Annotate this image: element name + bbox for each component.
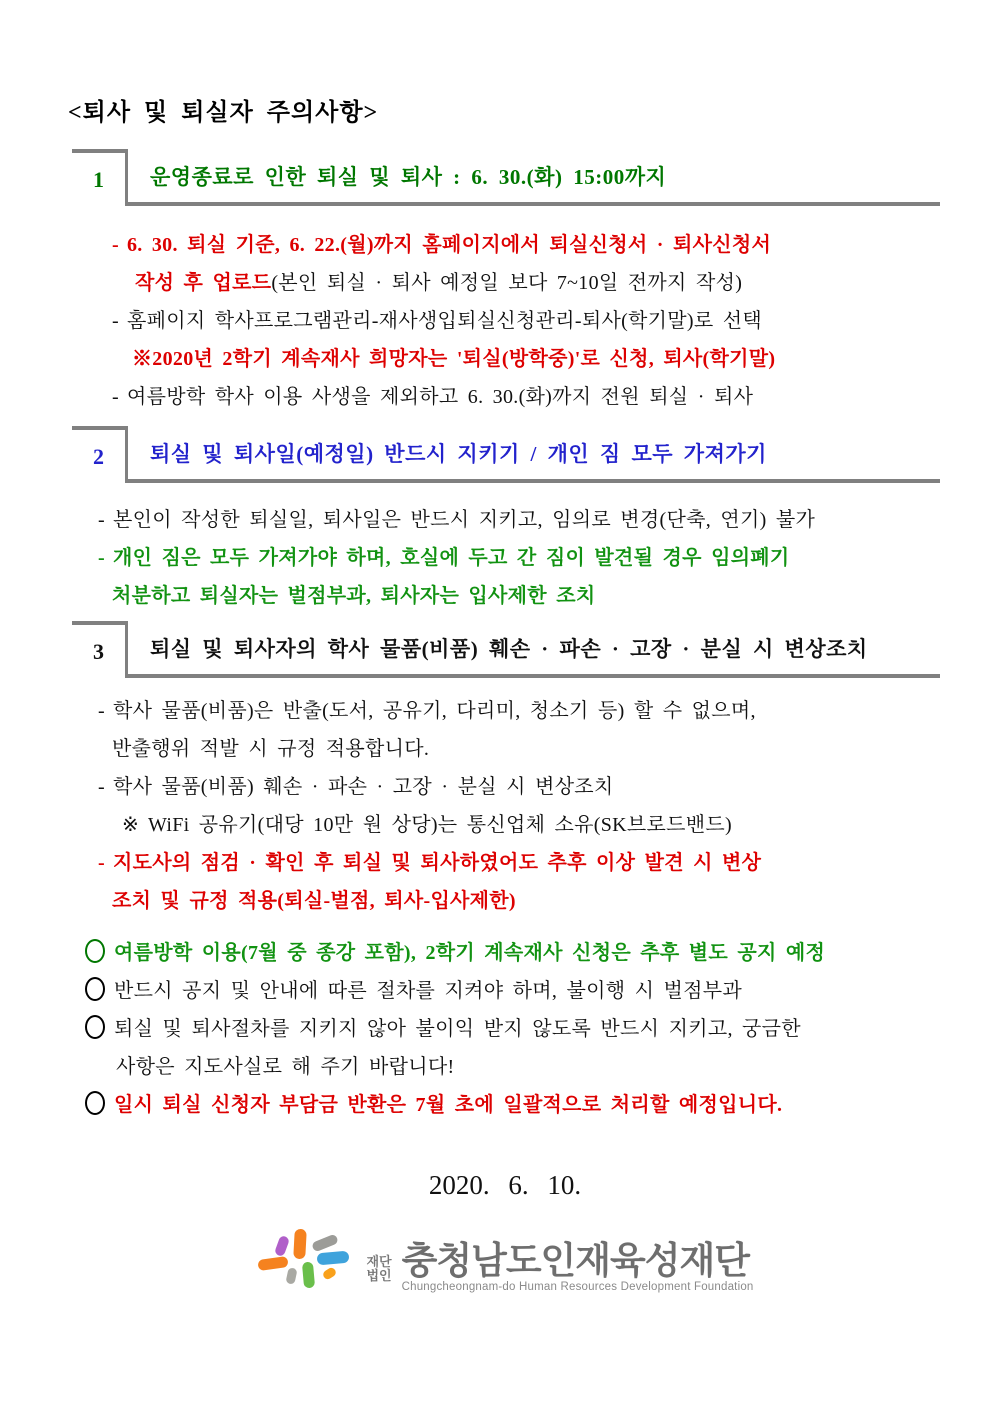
organization-logo (68, 1228, 942, 1306)
bullet-text: 6. 30. 퇴실 기준, 6. 22.(월)까지 홈페이지에서 퇴실신청서 · 퇴사신청서 (126, 234, 772, 256)
logo-prefix-top: 재단 (366, 1254, 392, 1269)
note-line (98, 806, 942, 844)
bullet-text: (본인 퇴실 · 퇴사 예정일 보다 7~10일 전까지 작성) (271, 272, 743, 294)
section-3-body (68, 692, 942, 920)
circle-note-line (85, 972, 942, 1010)
organization-name-korean: 충청남도인재육성재단 (401, 1239, 750, 1281)
note-text: 일시 퇴실 신청자 부담금 반환은 7월 초에 일괄적으로 처리할 예정입니다. (114, 1094, 783, 1116)
circle-note-line (85, 1010, 942, 1048)
logo-text (401, 1239, 754, 1293)
note-text: ※2020년 2학기 계속재사 희망자는 '퇴실(방학중)'로 신청, 퇴사(학기말) (132, 348, 776, 370)
note-text: 퇴실 및 퇴사절차를 지키지 않아 불이익 받지 않도록 반드시 지키고, 궁금한 (114, 1018, 801, 1040)
dash-bullet: - (112, 234, 119, 256)
dash-bullet: - (112, 386, 119, 408)
circle-note-line (85, 934, 942, 972)
circle-bullet-icon (85, 1015, 105, 1039)
bullet-line (98, 692, 942, 730)
bullet-text: 학사 물품(비품)은 반출(도서, 공유기, 다리미, 청소기 등) 할 수 없으며, (112, 700, 756, 722)
section-2-number: 2 (72, 426, 128, 483)
circle-bullet-icon (85, 1091, 105, 1115)
bullet-line (112, 302, 942, 340)
bullet-line (98, 501, 942, 539)
note-text: 여름방학 이용(7월 중 종강 포함), 2학기 계속재사 신청은 추후 별도 공지 예정 (114, 942, 826, 964)
section-2-header (72, 426, 940, 483)
section-1-header (72, 149, 940, 206)
dash-bullet: - (112, 310, 119, 332)
section-1-heading: 운영종료로 인한 퇴실 및 퇴사 : 6. 30.(화) 15:00까지 (128, 149, 940, 206)
bullet-text: 작성 후 업로드 (135, 272, 272, 294)
logo-prefix-label (366, 1255, 391, 1283)
dash-bullet: - (98, 852, 105, 874)
bullet-continuation-line (98, 882, 942, 920)
circle-note-line (85, 1086, 942, 1124)
note-text: ※ WiFi 공유기(대당 10만 원 상당)는 통신업체 소유(SK브로드밴드) (122, 814, 732, 836)
bullet-text: 처분하고 퇴실자는 벌점부과, 퇴사자는 입사제한 조치 (112, 585, 596, 607)
circle-note-continuation-line (85, 1048, 942, 1086)
dash-bullet: - (98, 547, 105, 569)
bullet-line (98, 539, 942, 577)
bullet-continuation-line (112, 264, 942, 302)
general-notes (68, 934, 942, 1124)
bullet-continuation-line (98, 577, 942, 615)
bullet-text: 여름방학 학사 이용 사생을 제외하고 6. 30.(화)까지 전원 퇴실 · 퇴사 (126, 386, 754, 408)
bullet-continuation-line (98, 730, 942, 768)
section-3-heading: 퇴실 및 퇴사자의 학사 물품(비품) 훼손 · 파손 · 고장 · 분실 시 변상조치 (128, 621, 940, 678)
document-date: 2020. 6. 10. (428, 1170, 582, 1200)
organization-name-english: Chungcheongnam-do Human Resources Development Foundation (401, 1280, 754, 1293)
note-line (112, 340, 942, 378)
circle-bullet-icon (85, 977, 105, 1001)
bullet-text: 지도사의 점검 · 확인 후 퇴실 및 퇴사하였어도 추후 이상 발견 시 변상 (112, 852, 762, 874)
pinwheel-logo-icon (256, 1228, 356, 1306)
document-title: <퇴사 및 퇴실자 주의사항> (68, 100, 379, 126)
bullet-text: 반출행위 적발 시 규정 적용합니다. (112, 738, 430, 760)
dash-bullet: - (98, 700, 105, 722)
bullet-line (112, 226, 942, 264)
note-text: 반드시 공지 및 안내에 따른 절차를 지켜야 하며, 불이행 시 벌점부과 (114, 980, 743, 1002)
section-3-header (72, 621, 940, 678)
bullet-line (98, 844, 942, 882)
bullet-line (112, 378, 942, 416)
dash-bullet: - (98, 776, 105, 798)
bullet-text: 본인이 작성한 퇴실일, 퇴사일은 반드시 지키고, 임의로 변경(단축, 연기) 불가 (112, 509, 816, 531)
section-1-body (68, 226, 942, 416)
circle-bullet-icon (85, 939, 105, 963)
bullet-text: 개인 짐은 모두 가져가야 하며, 호실에 두고 간 짐이 발견될 경우 임의폐기 (112, 547, 790, 569)
bullet-text: 학사 물품(비품) 훼손 · 파손 · 고장 · 분실 시 변상조치 (112, 776, 614, 798)
section-2-heading: 퇴실 및 퇴사일(예정일) 반드시 지키기 / 개인 짐 모두 가져가기 (128, 426, 940, 483)
logo-prefix-bottom: 법인 (366, 1268, 392, 1283)
section-3-number: 3 (72, 621, 128, 678)
note-text: 사항은 지도사실로 해 주기 바랍니다! (116, 1056, 455, 1078)
bullet-text: 홈페이지 학사프로그램관리-재사생입퇴실신청관리-퇴사(학기말)로 선택 (126, 310, 763, 332)
bullet-text: 조치 및 규정 적용(퇴실-벌점, 퇴사-입사제한) (112, 890, 516, 912)
bullet-line (98, 768, 942, 806)
section-1-number: 1 (72, 149, 128, 206)
dash-bullet: - (98, 509, 105, 531)
section-2-body (68, 501, 942, 615)
